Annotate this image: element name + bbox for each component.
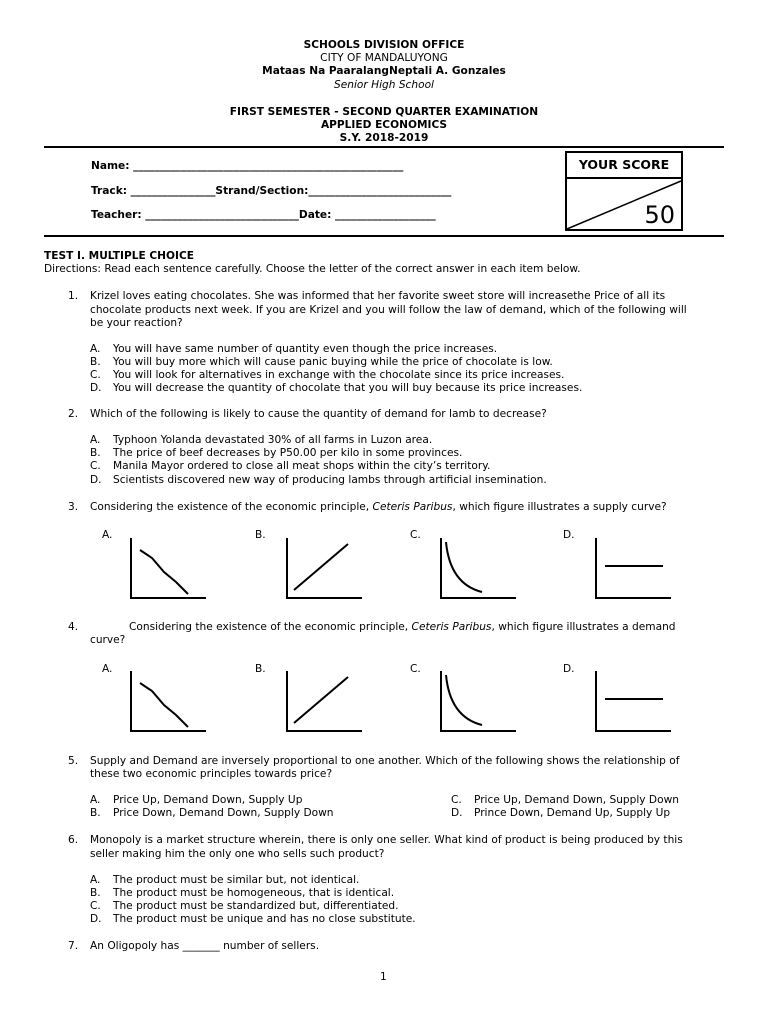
q1-option-c-letter: C. [90, 369, 101, 381]
q5-option-a-letter: A. [90, 794, 101, 806]
q2-option-c[interactable]: Manila Mayor ordered to close all meat shops within the city’s territory. [113, 460, 491, 472]
q4-number: 4. [68, 621, 79, 633]
q6-option-a[interactable]: The product must be similar but, not identical. [113, 874, 360, 886]
office-title: SCHOOLS DIVISION OFFICE [303, 39, 465, 51]
q4-text-line2: curve? [90, 634, 126, 646]
q1-option-a[interactable]: You will have same number of quantity even though the price increases. [113, 343, 498, 355]
city-name: CITY OF MANDALUYONG [320, 52, 448, 64]
q2-option-c-letter: C. [90, 460, 101, 472]
q1-text-line3: be your reaction? [90, 317, 183, 329]
q1-option-d-letter: D. [90, 382, 102, 394]
q3-figure-b-upward-line[interactable] [282, 536, 368, 606]
track-strand-field[interactable]: Track: ________________Strand/Section:___________________________ [91, 185, 452, 197]
q4-figure-a-downward-line[interactable] [126, 669, 212, 739]
q1-text-line2: chocolate products next week. If you are Krizel and you will follow the law of demand, which of the following will [90, 304, 687, 316]
q1-option-a-letter: A. [90, 343, 101, 355]
q6-text-line2: seller making him the only one who sells such product? [90, 848, 385, 860]
school-year: S.Y. 2018-2019 [339, 132, 429, 144]
q6-number: 6. [68, 834, 79, 846]
q6-option-d-letter: D. [90, 913, 102, 925]
score-box [565, 151, 683, 231]
q5-option-a[interactable]: Price Up, Demand Down, Supply Up [113, 794, 303, 806]
header-divider-top [44, 146, 724, 148]
q6-option-c[interactable]: The product must be standardized but, differentiated. [113, 900, 399, 912]
q3-figure-c-convex-curve[interactable] [436, 536, 522, 606]
q5-option-c-letter: C. [451, 794, 462, 806]
q1-option-c[interactable]: You will look for alternatives in exchange with the chocolate since its price increases. [113, 369, 565, 381]
q5-option-c[interactable]: Price Up, Demand Down, Supply Down [474, 794, 679, 806]
school-level: Senior High School [334, 79, 434, 91]
q1-option-b-letter: B. [90, 356, 101, 368]
q2-option-d[interactable]: Scientists discovered new way of producing lambs through artificial insemination. [113, 474, 547, 486]
exam-title: FIRST SEMESTER - SECOND QUARTER EXAMINATION [229, 106, 539, 118]
q6-text-line1: Monopoly is a market structure wherein, there is only one seller. What kind of product is being produced by this [90, 834, 683, 846]
q5-text-line2: these two economic principles towards price? [90, 768, 333, 780]
q5-option-b-letter: B. [90, 807, 101, 819]
subject-title: APPLIED ECONOMICS [320, 119, 448, 131]
header-divider-bottom [44, 235, 724, 237]
name-field[interactable]: Name: ___________________________________________________ [91, 160, 404, 172]
q4-figure-d-horizontal-line[interactable] [591, 669, 677, 739]
test-title: TEST I. MULTIPLE CHOICE [44, 250, 195, 262]
q2-option-a[interactable]: Typhoon Yolanda devastated 30% of all farms in Luzon area. [113, 434, 433, 446]
q3-figure-c-label: C. [410, 529, 421, 541]
q6-option-b-letter: B. [90, 887, 101, 899]
q1-option-b[interactable]: You will buy more which will cause panic buying while the price of chocolate is low. [113, 356, 553, 368]
q7-number: 7. [68, 940, 79, 952]
q1-text-line1: Krizel loves eating chocolates. She was informed that her favorite sweet store will increasethe Price of all its [90, 290, 666, 302]
q6-option-a-letter: A. [90, 874, 101, 886]
q4-figure-c-convex-curve[interactable] [436, 669, 522, 739]
q2-text-line1: Which of the following is likely to cause the quantity of demand for lamb to decrease? [90, 408, 547, 420]
q4-figure-b-label: B. [255, 663, 266, 675]
q3-text-italic: Ceteris Paribus [372, 501, 453, 513]
q4-text-italic: Ceteris Paribus [411, 621, 492, 633]
q2-option-b-letter: B. [90, 447, 101, 459]
q4-figure-b-upward-line[interactable] [282, 669, 368, 739]
q4-text-line1 [129, 621, 676, 633]
q1-option-d[interactable]: You will decrease the quantity of chocolate that you will buy because its price increases. [113, 382, 583, 394]
q3-figure-d-horizontal-line[interactable] [591, 536, 677, 606]
score-total: 50 [644, 201, 675, 229]
q5-option-d-letter: D. [451, 807, 463, 819]
score-label: YOUR SCORE [567, 153, 681, 179]
q2-number: 2. [68, 408, 79, 420]
q6-option-c-letter: C. [90, 900, 101, 912]
q4-text-post: , which figure illustrates a demand [491, 621, 676, 633]
q3-figure-d-label: D. [563, 529, 575, 541]
q3-figure-a-label: A. [102, 529, 113, 541]
q5-text-line1: Supply and Demand are inversely proportional to one another. Which of the following shows the relationship of [90, 755, 680, 767]
q3-figure-a-downward-line[interactable] [126, 536, 212, 606]
q5-option-b[interactable]: Price Down, Demand Down, Supply Down [113, 807, 334, 819]
q3-text-pre: Considering the existence of the economic principle, [90, 501, 373, 513]
q4-figure-d-label: D. [563, 663, 575, 675]
teacher-date-field[interactable]: Teacher: _____________________________Date: ___________________ [91, 209, 436, 221]
q4-figure-c-label: C. [410, 663, 421, 675]
q4-text-pre: Considering the existence of the economic principle, [129, 621, 412, 633]
q6-option-b[interactable]: The product must be homogeneous, that is identical. [113, 887, 395, 899]
q3-number: 3. [68, 501, 79, 513]
q3-figure-b-label: B. [255, 529, 266, 541]
q2-option-d-letter: D. [90, 474, 102, 486]
q2-option-a-letter: A. [90, 434, 101, 446]
q5-option-d[interactable]: Prince Down, Demand Up, Supply Up [474, 807, 671, 819]
q3-text-post: , which figure illustrates a supply curve? [452, 501, 667, 513]
q3-text [90, 501, 667, 513]
q2-option-b[interactable]: The price of beef decreases by P50.00 per kilo in some provinces. [113, 447, 463, 459]
q5-number: 5. [68, 755, 79, 767]
q6-option-d[interactable]: The product must be unique and has no close substitute. [113, 913, 416, 925]
q1-number: 1. [68, 290, 79, 302]
q4-figure-a-label: A. [102, 663, 113, 675]
school-name: Mataas Na PaaralangNeptali A. Gonzales [262, 65, 506, 77]
page-number: 1 [380, 971, 387, 983]
test-directions: Directions: Read each sentence carefully. Choose the letter of the correct answer in each item below. [44, 263, 581, 275]
q7-text-line1: An Oligopoly has _______ number of sellers. [90, 940, 320, 952]
